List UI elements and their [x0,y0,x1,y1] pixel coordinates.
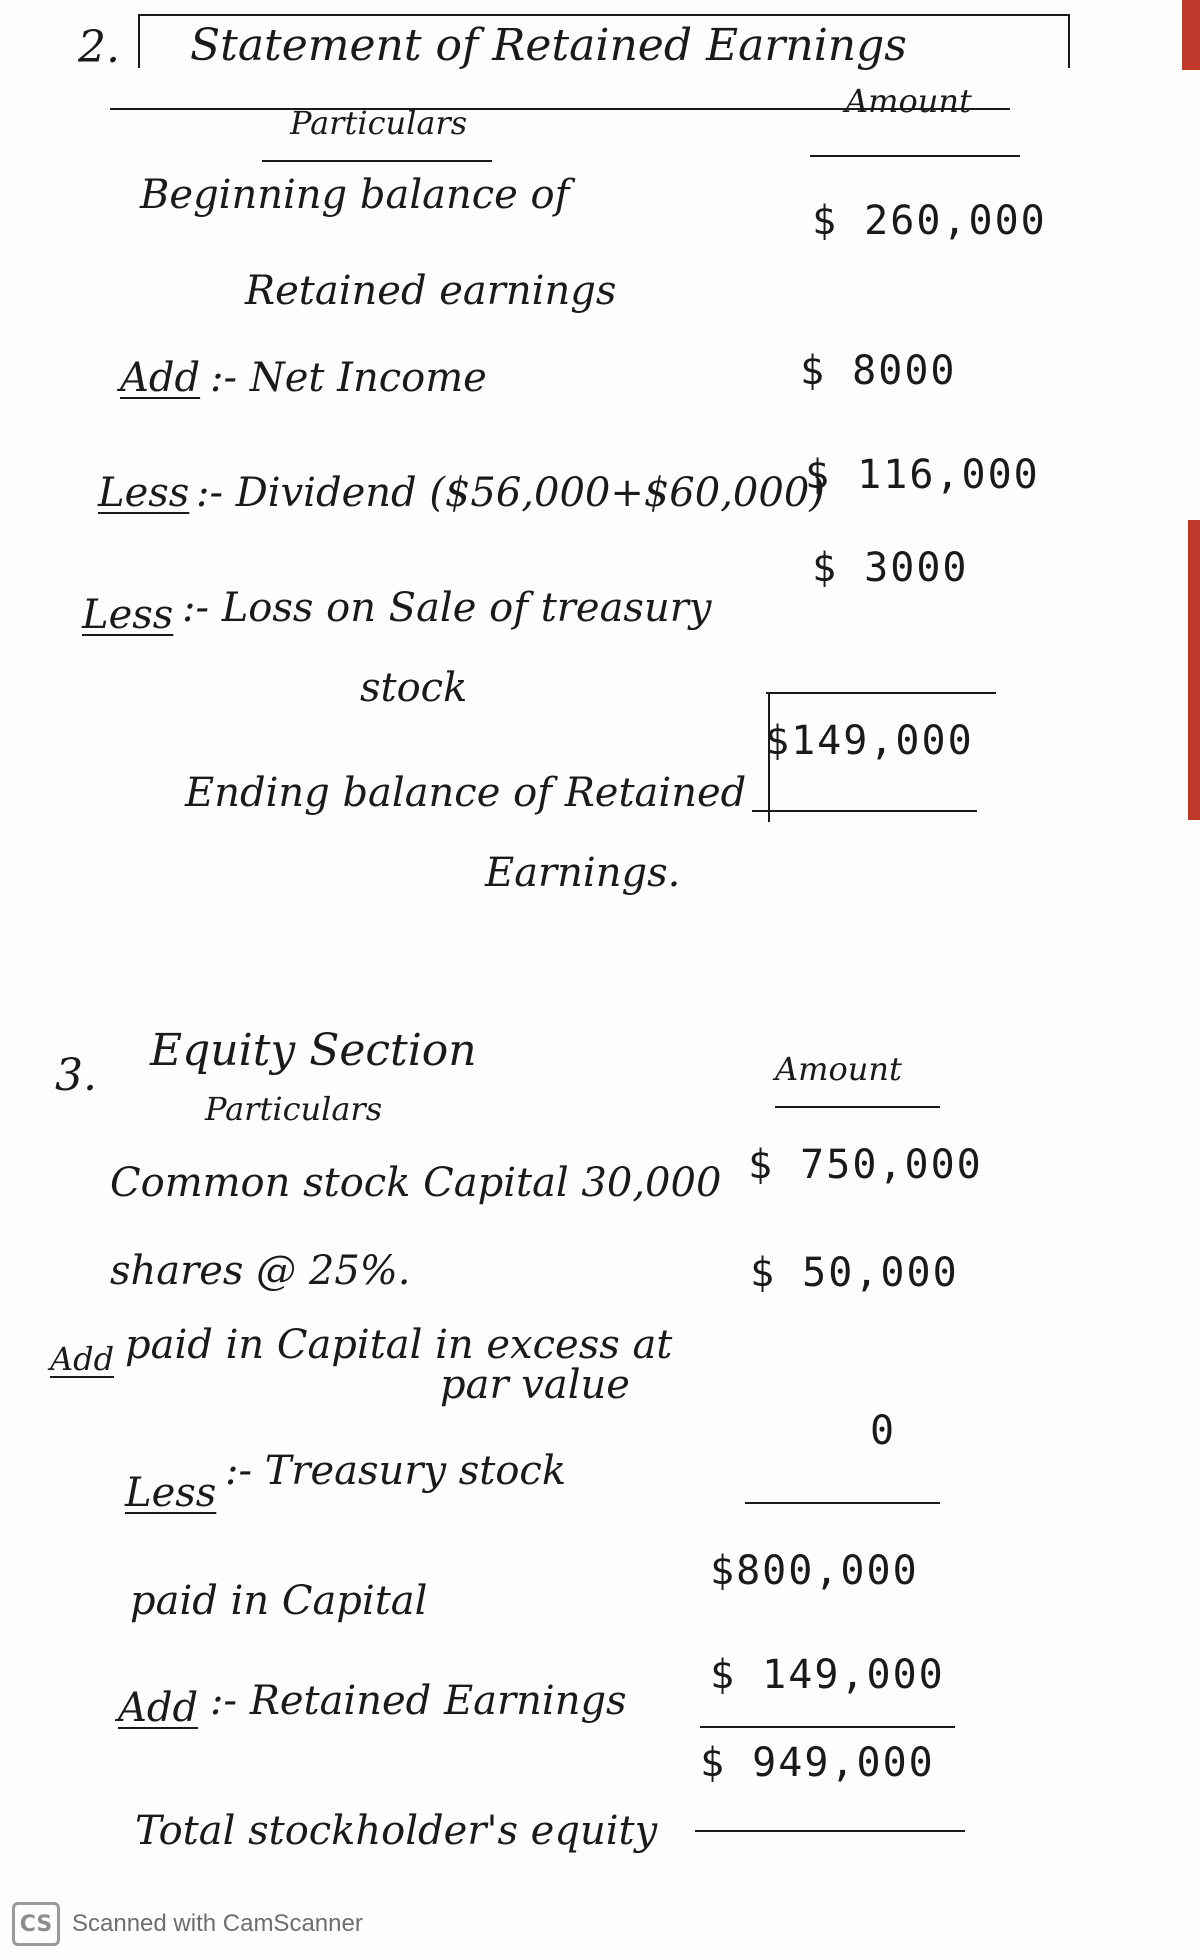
amount-underline [810,155,1020,157]
row-total-equity-label: Total stockholder's equity [135,1808,658,1854]
row-net-income-label: :- Net Income [210,355,487,401]
row-treasury-loss-amount: $ 3000 [812,545,969,591]
row-common-stock-label2: shares @ 25%. [110,1248,411,1294]
section3-title: Equity Section [150,1025,477,1076]
row-apic-label: paid in Capital in excess at [125,1322,673,1368]
subtotal-line [766,692,996,694]
row-treasury-loss-label2: stock [360,665,468,711]
row-add-prefix: Add [120,355,201,401]
row-treasury-prefix: Less [125,1470,217,1516]
camscanner-text: Scanned with CamScanner [72,1910,363,1937]
row-beginning-label: Beginning balance of [140,172,570,218]
row-retained-amount: $ 149,000 [710,1652,945,1698]
section2-col-particulars: Particulars [290,104,468,142]
ending-balance-amount: $149,000 [765,718,974,764]
row-net-income-amount: $ 8000 [800,348,957,394]
row-common-stock-amount: $ 750,000 [748,1142,983,1188]
edge-mark-top [1182,0,1200,70]
row-treasury-loss-label: :- Loss on Sale of treasury [182,585,712,631]
total-equity-underline [695,1830,965,1832]
row-apic-amount: $ 50,000 [750,1250,959,1296]
camscanner-footer [12,1902,363,1946]
row-dividend-amount: $ 116,000 [805,452,1040,498]
row-treasury-label: :- Treasury stock [225,1448,567,1494]
row-treasury-amount: 0 [870,1408,897,1454]
section3-col-amount: Amount [775,1050,902,1088]
row-total-equity-amount: $ 949,000 [700,1740,935,1786]
section3-number: 3. [55,1050,97,1101]
edge-mark-middle [1188,520,1200,820]
row-retained-add-prefix: Add [118,1685,199,1731]
row-less-prefix-2: Less [82,592,174,638]
row-retained-label: :- Retained Earnings [210,1678,627,1724]
section2-number: 2. [78,22,120,73]
particulars-underline [262,160,492,162]
section2-title: Statement of Retained Earnings [190,20,907,71]
camscanner-logo-icon: CS [12,1902,60,1946]
section3-amount-underline [775,1106,940,1108]
row-apic-prefix: Add [50,1340,115,1378]
row-paid-in-capital-label: paid in Capital [130,1578,428,1624]
treasury-underline [745,1502,940,1504]
row-beginning-amount: $ 260,000 [812,198,1047,244]
row-beginning-label2: Retained earnings [245,268,617,314]
row-common-stock-label: Common stock Capital 30,000 [110,1160,722,1206]
row-dividend-label: :- Dividend ($56,000+$60,000) [196,470,825,516]
row-less-prefix-1: Less [98,470,190,516]
ending-balance-underline [752,810,977,812]
ending-balance-label: Ending balance of Retained [185,770,747,816]
row-apic-label2: par value [440,1362,630,1408]
row-paid-in-capital-amount: $800,000 [710,1548,919,1594]
section3-col-particulars: Particulars [205,1090,383,1128]
ending-balance-label2: Earnings. [485,850,681,896]
retained-underline [700,1726,955,1728]
section2-col-amount: Amount [845,82,972,120]
